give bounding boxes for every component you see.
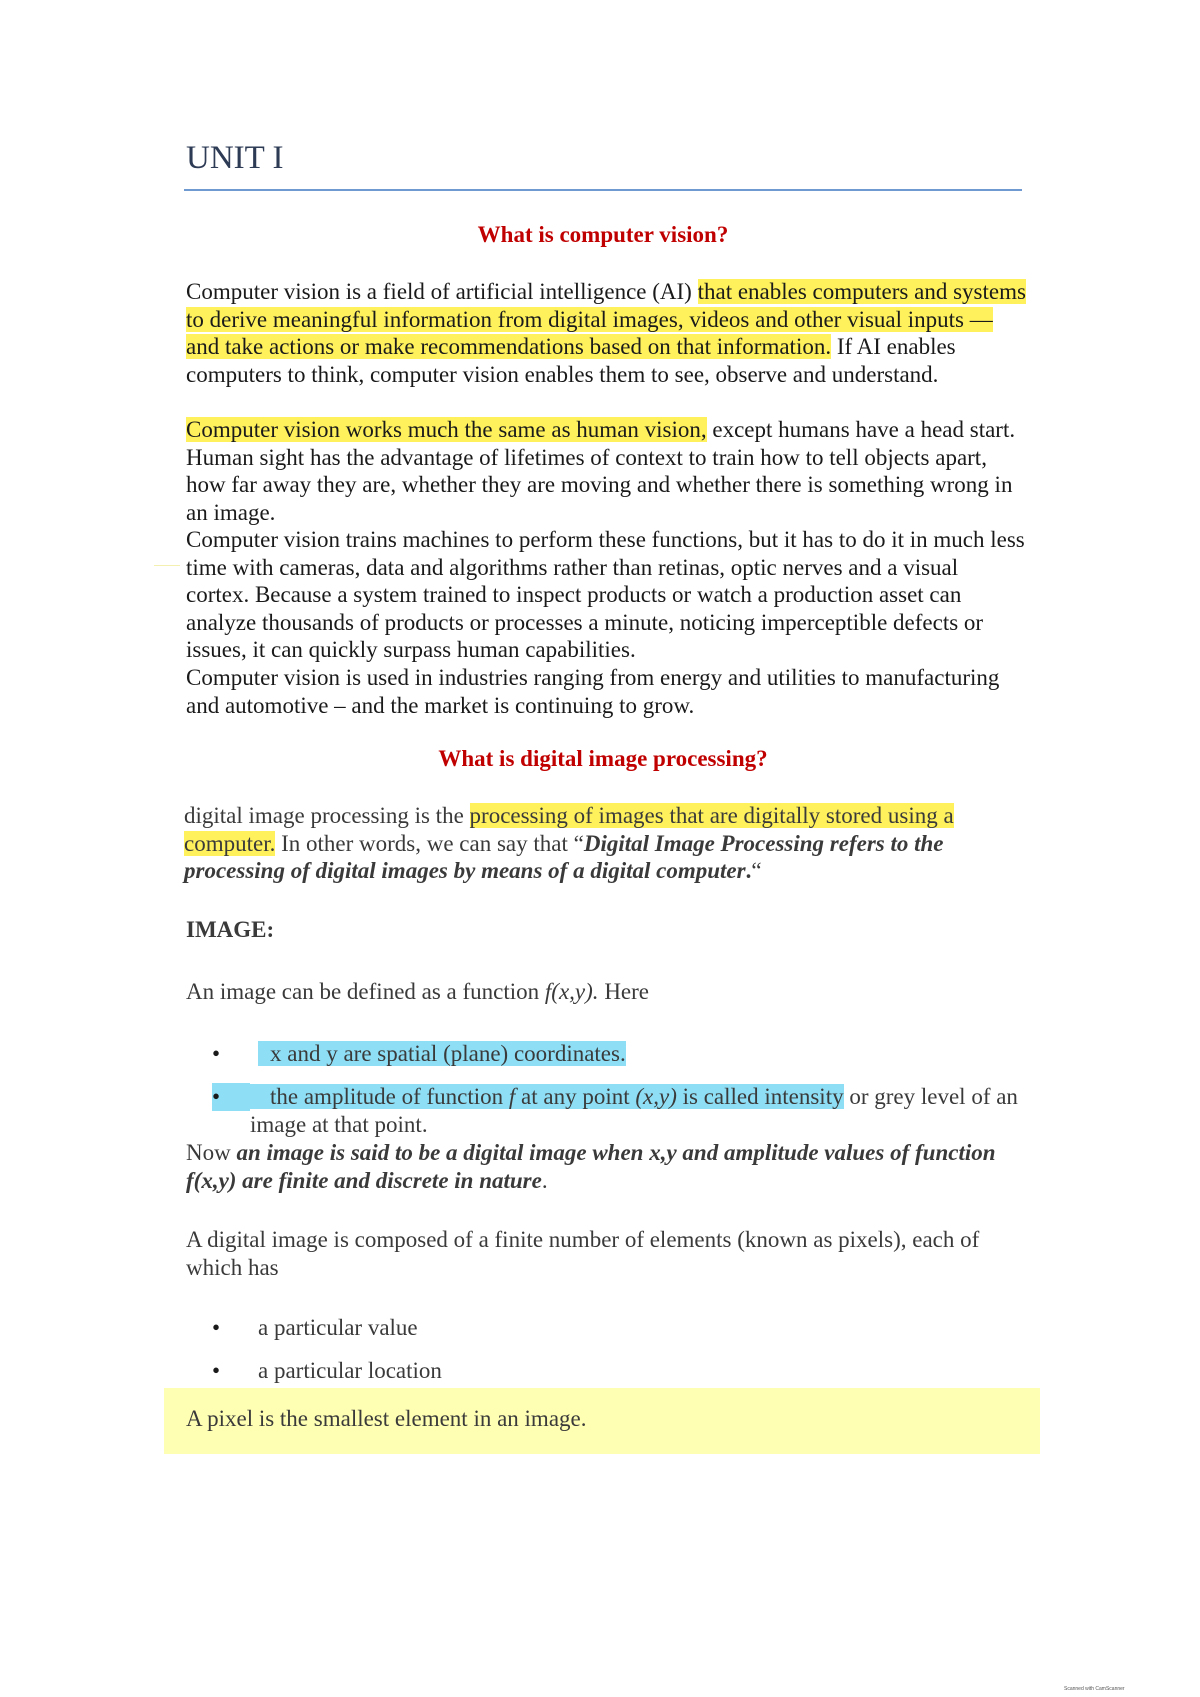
- cv-paragraph-3: Computer vision trains machines to perform these functions, but it has to do it in much less time with cameras, data and algorithms rather than retinas, optic nerves and a visual cortex. Because a system trained to inspect products or watch a production asset can analyze thousands of products or processes a minute, noticing imperceptible defects or issues, it can quickly surpass human capabilities.: [186, 527, 1025, 663]
- image-intro-function: f(x,y).: [544, 979, 599, 1004]
- bullet-dot: •: [212, 1041, 221, 1066]
- bullet2-hl-b: at any point: [515, 1084, 636, 1109]
- image-intro-here: Here: [598, 979, 649, 1004]
- bullet2-hl-a: the amplitude of function: [270, 1084, 509, 1109]
- dip-period: .: [745, 858, 752, 884]
- cv-p1-text-a: Computer vision is a field of artificial intelligence (AI): [186, 279, 698, 304]
- bullet2-text: [250, 1083, 1032, 1138]
- cv-p1-highlight: that enables computers and systems to derive meaningful information from digital images, videos and other visual inputs — and take actions or make recommendations based on that information.: [186, 279, 1026, 360]
- bullet2-rest: or grey level of an image at that point.: [250, 1084, 1018, 1137]
- dip-text-b: In other words, we can say that “: [275, 830, 584, 856]
- def-now: Now: [186, 1140, 237, 1165]
- cv-paragraph-2: [186, 416, 1026, 526]
- dip-text-a: digital image processing is the: [184, 803, 470, 828]
- cv-p2-highlight: Computer vision works much the same as human vision,: [186, 417, 707, 442]
- bullet2-hl-c: is called intensity: [676, 1084, 844, 1109]
- bullet-amplitude: [212, 1083, 1032, 1139]
- bullet1-text: x and y are spatial (plane) coordinates.: [258, 1041, 626, 1066]
- cv-p1-text-b: If AI enables computers to think, computer vision enables them to see, observe and understand.: [186, 334, 956, 387]
- def-bold-italic: an image is said to be a digital image when x,y and amplitude values of function f(x,y) are finite and discrete in nature: [186, 1140, 996, 1193]
- dip-definition-quote: Digital Image Processing refers to the processing of digital images by means of a digital computer: [184, 830, 944, 884]
- cv-p2-text: except humans have a head start. Human sight has the advantage of lifetimes of context to train how to tell objects apart, how far away they are, whether they are moving and whether there is something wrong in an image.: [186, 417, 1016, 525]
- section-title-dip: What is digital image processing?: [438, 746, 768, 771]
- heading-rule: [184, 189, 1022, 191]
- scanner-watermark: Scanned with CamScanner: [1064, 1686, 1125, 1692]
- image-label: IMAGE:: [186, 917, 275, 942]
- unit-heading: UNIT I: [186, 140, 284, 176]
- cv-paragraph-4: Computer vision is used in industries ranging from energy and utilities to manufacturing and automotive – and the market is continuing to grow.: [186, 665, 1000, 718]
- pixel-prop-location: a particular location: [258, 1358, 442, 1383]
- bullet-dot: •: [212, 1315, 221, 1340]
- dip-close-quote: “: [751, 858, 762, 884]
- section-title-computer-vision: What is computer vision?: [477, 222, 729, 247]
- pixel-note-box: [164, 1388, 1040, 1454]
- bullet2-hl-xy: (x,y): [635, 1084, 677, 1109]
- margin-mark: [154, 565, 180, 566]
- digital-image-definition: [186, 1139, 1026, 1194]
- pixel-prop-value: a particular value: [258, 1315, 418, 1340]
- bullet2-hl-f: f: [508, 1084, 516, 1109]
- image-intro-text: An image can be defined as a function: [186, 979, 545, 1004]
- image-intro: [186, 978, 1026, 1006]
- dip-highlight: processing of images that are digitally stored using a computer.: [184, 803, 954, 856]
- bullet-dot: •: [212, 1358, 221, 1383]
- bullet-dot: •: [212, 1083, 250, 1111]
- dip-paragraph: [184, 802, 1024, 885]
- def-period: .: [541, 1167, 548, 1193]
- pixels-intro: A digital image is composed of a finite number of elements (known as pixels), each of which has: [186, 1227, 980, 1280]
- pixel-note-text: A pixel is the smallest element in an image.: [186, 1406, 587, 1431]
- cv-paragraph-1: [186, 278, 1026, 388]
